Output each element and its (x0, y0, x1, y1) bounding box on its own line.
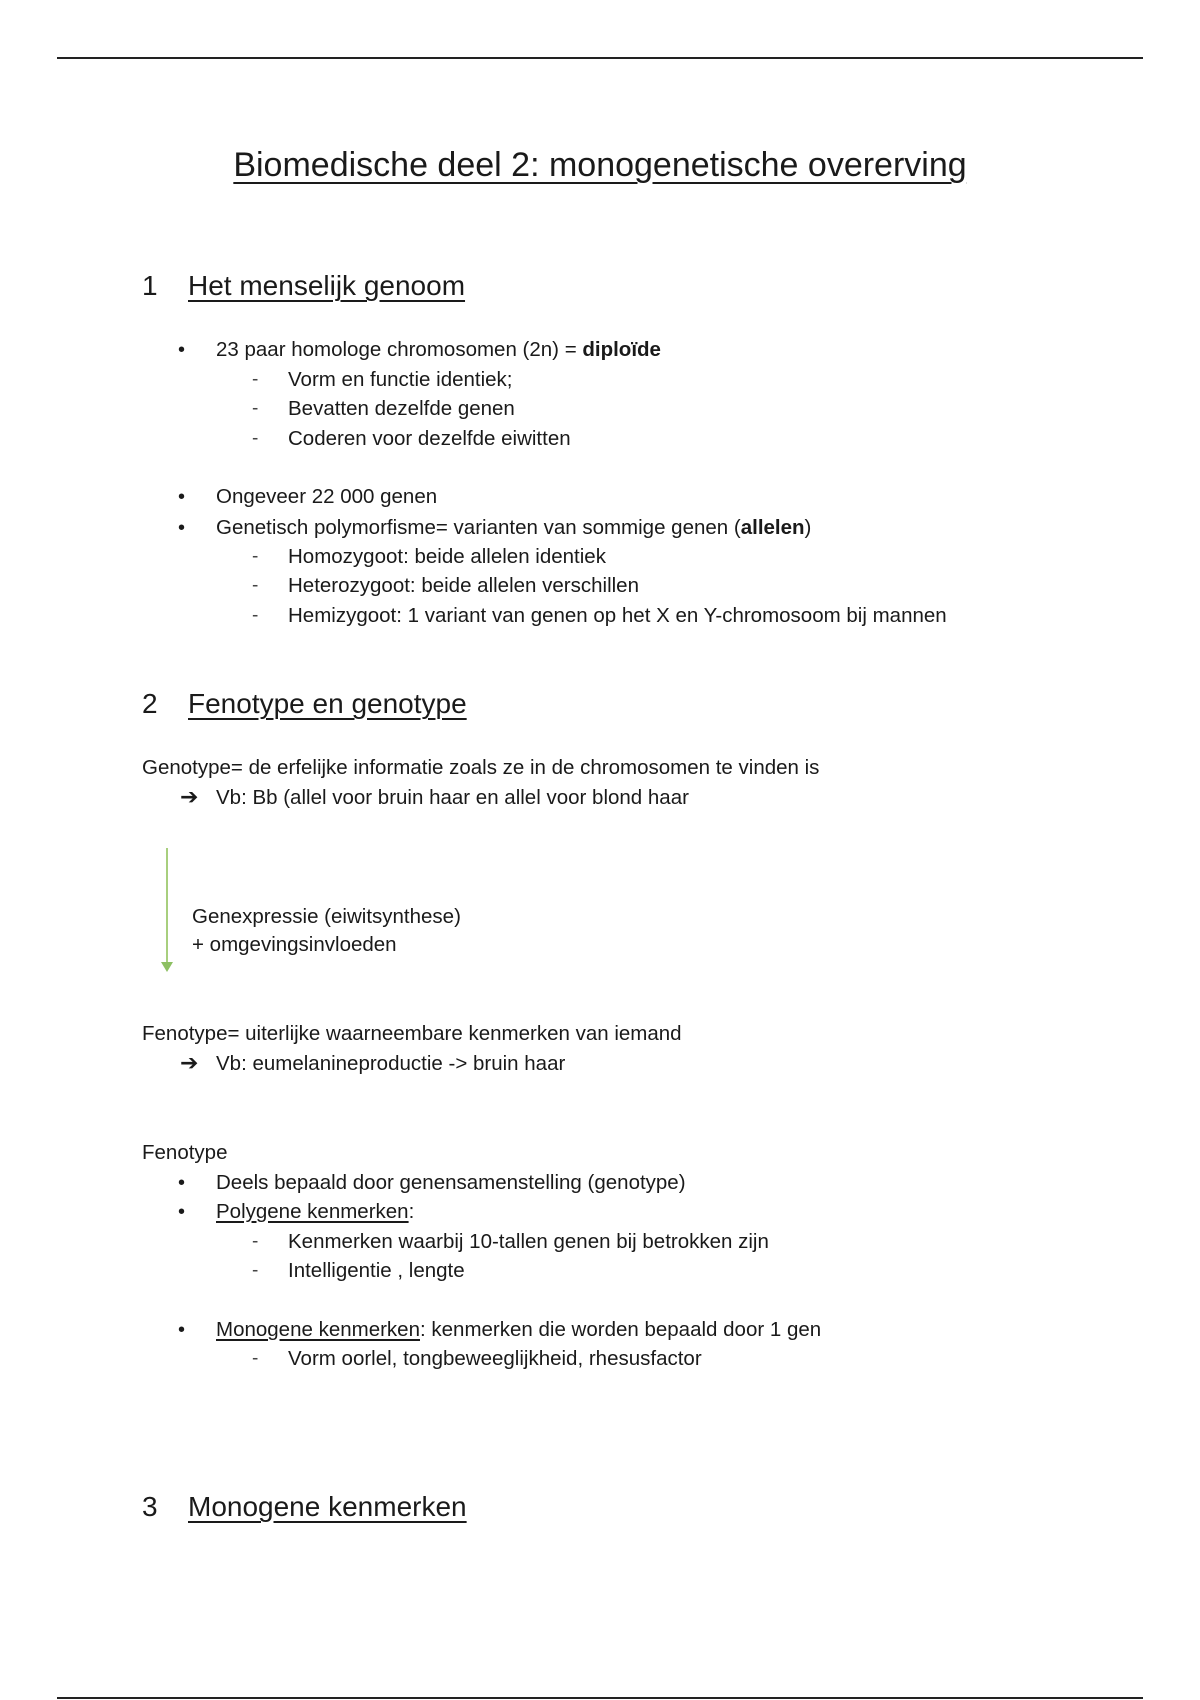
sub-item: Intelligentie , lengte (288, 1259, 465, 1282)
arrow-down-line (166, 848, 168, 964)
dash-marker: - (252, 605, 259, 626)
bullet: • (178, 1201, 186, 1223)
bullet: • (178, 339, 186, 361)
genotype-example: Vb: Bb (allel voor bruin haar en allel voor blond haar (216, 786, 689, 809)
sub-item: Kenmerken waarbij 10-tallen genen bij betrokken zijn (288, 1230, 769, 1253)
dash-marker: - (252, 575, 259, 596)
sub-item: Hemizygoot: 1 variant van genen op het X en Y-chromosoom bij mannen (288, 604, 947, 627)
bullet: • (178, 1319, 186, 1341)
arrow-down-icon (161, 962, 173, 972)
arrow-right-icon: ➔ (180, 1050, 199, 1075)
arrow-label: Genexpressie (eiwitsynthese) (192, 905, 461, 928)
sub-item: Vorm oorlel, tongbeweeglijkheid, rhesusfactor (288, 1347, 702, 1370)
dash-marker: - (252, 398, 259, 419)
dash-marker: - (252, 428, 259, 449)
list-item: Deels bepaald door genensamenstelling (genotype) (216, 1171, 686, 1194)
dash-marker: - (252, 1231, 259, 1252)
dash-marker: - (252, 369, 259, 390)
fenotype-definition: Fenotype= uiterlijke waarneembare kenmerken van iemand (142, 1022, 682, 1045)
bullet: • (178, 486, 186, 508)
sub-item: Bevatten dezelfde genen (288, 397, 515, 420)
sub-item: Vorm en functie identiek; (288, 368, 513, 391)
page-title: Biomedische deel 2: monogenetische overerving (233, 146, 967, 184)
top-rule (57, 57, 1143, 59)
list-item: Polygene kenmerken: (216, 1200, 415, 1223)
section-heading-3: 3 Monogene kenmerken (142, 1491, 467, 1522)
fenotype-example: Vb: eumelanineproductie -> bruin haar (216, 1052, 566, 1075)
list-item: 23 paar homologe chromosomen (2n) = diploïde (216, 338, 661, 361)
dash-marker: - (252, 1348, 259, 1369)
list-item: Ongeveer 22 000 genen (216, 485, 438, 508)
section-heading-2: 2 Fenotype en genotype (142, 688, 467, 719)
dash-marker: - (252, 546, 259, 567)
arrow-label: + omgevingsinvloeden (192, 933, 397, 956)
dash-marker: - (252, 1260, 259, 1281)
sub-item: Homozygoot: beide allelen identiek (288, 545, 606, 568)
bullet: • (178, 517, 186, 539)
sub-item: Coderen voor dezelfde eiwitten (288, 427, 571, 450)
sub-item: Heterozygoot: beide allelen verschillen (288, 574, 639, 597)
genotype-definition: Genotype= de erfelijke informatie zoals ze in de chromosomen te vinden is (142, 756, 820, 779)
list-item: Monogene kenmerken: kenmerken die worden bepaald door 1 gen (216, 1318, 822, 1341)
section-heading-1: 1 Het menselijk genoom (142, 270, 466, 301)
list-item: Genetisch polymorfisme= varianten van sommige genen (allelen) (216, 516, 812, 539)
bullet: • (178, 1172, 186, 1194)
bottom-rule (57, 1697, 1143, 1699)
arrow-right-icon: ➔ (180, 784, 199, 809)
fenotype-heading: Fenotype (142, 1141, 228, 1164)
